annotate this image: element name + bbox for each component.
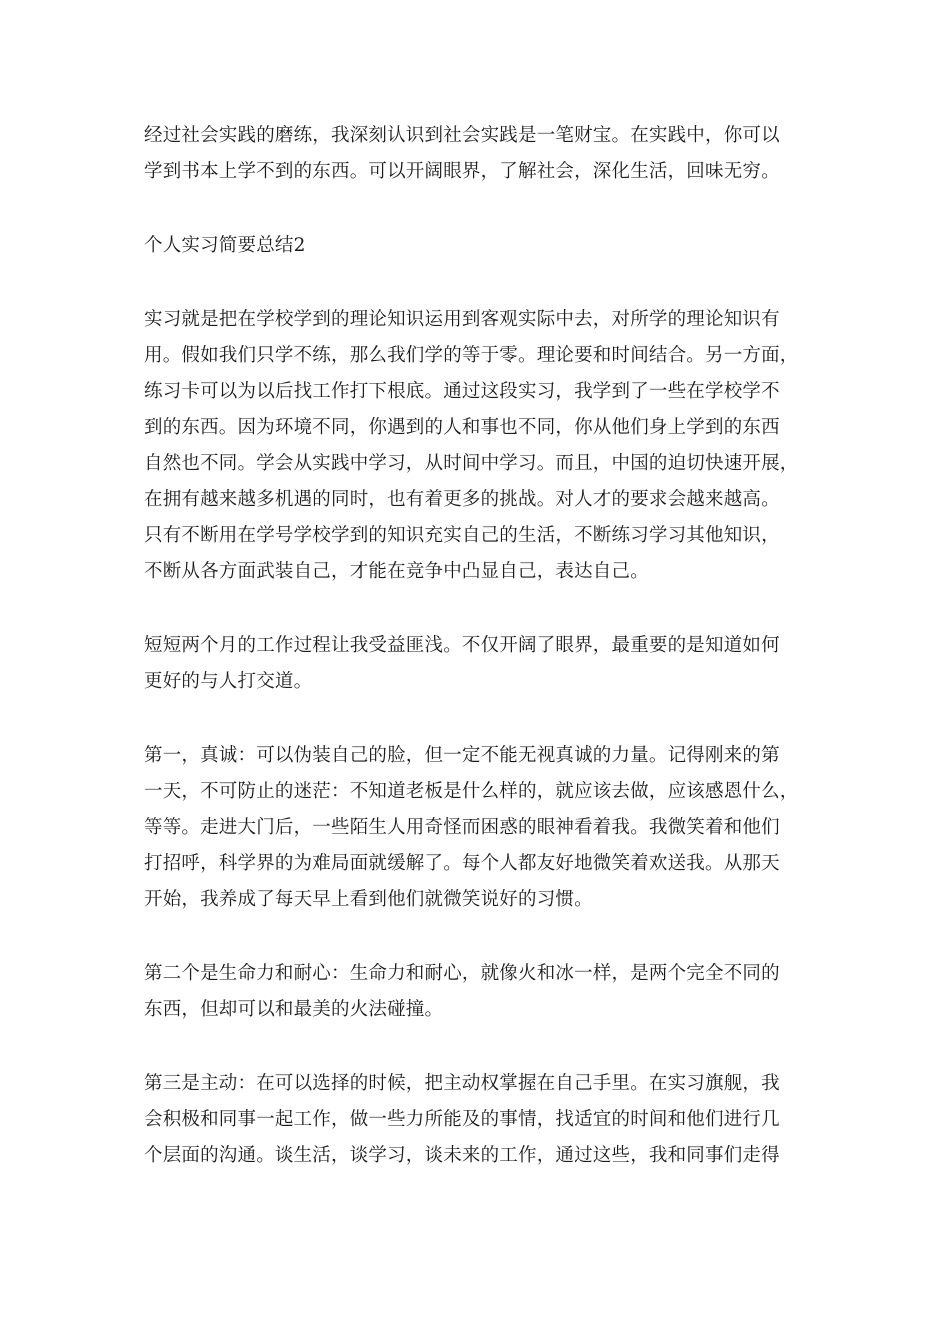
paragraph-internship bbox=[144, 302, 812, 590]
text-line: 等等。走进大门后，一些陌生人用奇怪而困惑的眼神看着我。我微笑着和他们 bbox=[144, 817, 780, 838]
text-line: 第一，真诚：可以伪装自己的脸，但一定不能无视真诚的力量。记得刚来的第 bbox=[144, 745, 780, 766]
text-line: 经过社会实践的磨练，我深刻认识到社会实践是一笔财宝。在实践中，你可以 bbox=[144, 125, 780, 146]
text-line: 更好的与人打交道。 bbox=[144, 671, 313, 692]
text-line: 会积极和同事一起工作，做一些力所能及的事情，找适宜的时间和他们进行几 bbox=[144, 1109, 780, 1130]
text-line: 练习卡可以为以后找工作打下根底。通过这段实习，我学到了一些在学校学不 bbox=[144, 381, 780, 402]
text-line: 东西，但却可以和最美的火法碰撞。 bbox=[144, 999, 444, 1020]
paragraph-gap bbox=[144, 700, 812, 738]
text-line: 个层面的沟通。谈生活，谈学习，谈未来的工作，通过这些，我和同事们走得 bbox=[144, 1145, 780, 1166]
text-line: 实习就是把在学校学到的理论知识运用到客观实际中去，对所学的理论知识有 bbox=[144, 309, 780, 330]
paragraph-sincerity bbox=[144, 738, 812, 918]
text-line: 一天，不可防止的迷茫：不知道老板是什么样的，就应该去做，应该感恩什么， bbox=[144, 781, 799, 802]
paragraph-gap bbox=[144, 264, 812, 302]
heading-text: 个人实习简要总结2 bbox=[144, 235, 306, 256]
text-line: 第二个是生命力和耐心：生命力和耐心，就像火和冰一样，是两个完全不同的 bbox=[144, 963, 780, 984]
paragraph-gap bbox=[144, 1028, 812, 1066]
paragraph-gap bbox=[144, 590, 812, 628]
text-line: 第三是主动：在可以选择的时候，把主动权掌握在自己手里。在实习旗舰，我 bbox=[144, 1073, 780, 1094]
document-body bbox=[144, 118, 812, 1174]
paragraph-gap bbox=[144, 918, 812, 956]
paragraph-two-months bbox=[144, 628, 812, 700]
text-line: 不断从各方面武装自己，才能在竞争中凸显自己，表达自己。 bbox=[144, 561, 649, 582]
text-line: 到的东西。因为环境不同，你遇到的人和事也不同，你从他们身上学到的东西 bbox=[144, 417, 780, 438]
section-heading bbox=[144, 228, 812, 264]
text-line: 打招呼，科学界的为难局面就缓解了。每个人都友好地微笑着欢送我。从那天 bbox=[144, 853, 780, 874]
text-line: 在拥有越来越多机遇的同时，也有着更多的挑战。对人才的要求会越来越高。 bbox=[144, 489, 780, 510]
paragraph-vitality-patience bbox=[144, 956, 812, 1028]
text-line: 开始，我养成了每天早上看到他们就微笑说好的习惯。 bbox=[144, 889, 593, 910]
text-line: 自然也不同。学会从实践中学习，从时间中学习。而且，中国的迫切快速开展， bbox=[144, 453, 799, 474]
paragraph-initiative bbox=[144, 1066, 812, 1174]
text-line: 学到书本上学不到的东西。可以开阔眼界，了解社会，深化生活，回味无穷。 bbox=[144, 161, 780, 182]
text-line: 只有不断用在学号学校学到的知识充实自己的生活，不断练习学习其他知识， bbox=[144, 525, 780, 546]
text-line: 短短两个月的工作过程让我受益匪浅。不仅开阔了眼界，最重要的是知道如何 bbox=[144, 635, 780, 656]
text-line: 用。假如我们只学不练，那么我们学的等于零。理论要和时间结合。另一方面， bbox=[144, 345, 799, 366]
paragraph-social-practice bbox=[144, 118, 812, 190]
paragraph-gap bbox=[144, 190, 812, 228]
